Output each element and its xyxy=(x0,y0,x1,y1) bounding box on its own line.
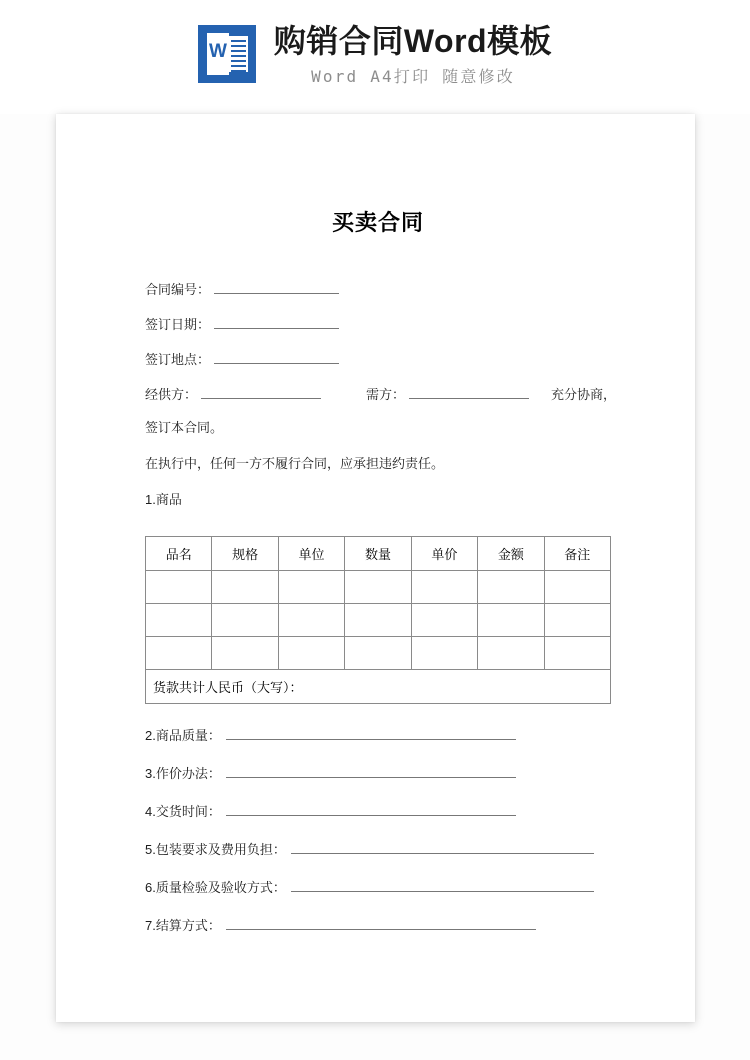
goods-table-cell[interactable] xyxy=(411,637,477,670)
promo-text-block xyxy=(274,22,552,87)
field-goods-quality-input[interactable] xyxy=(226,726,516,740)
parties-continuation-text: 签订本合同。 xyxy=(145,420,224,435)
field-buyer-label: 需方： xyxy=(366,387,406,402)
promo-header-banner xyxy=(0,0,750,114)
document-title: 买卖合同 xyxy=(331,210,424,235)
goods-table-header-cell: 备注 xyxy=(544,537,610,571)
promo-title: 购销合同Word模板 xyxy=(273,23,553,59)
table-row xyxy=(146,604,611,637)
goods-table-cell[interactable] xyxy=(544,571,610,604)
goods-table-header-cell: 单位 xyxy=(278,537,344,571)
field-contract-number-label: 合同编号： xyxy=(145,282,211,297)
goods-table xyxy=(145,536,611,704)
table-row xyxy=(146,637,611,670)
field-quality-inspection-label: 6.质量检验及验收方式： xyxy=(145,880,286,895)
field-sign-place-label: 签订地点： xyxy=(145,352,211,367)
field-delivery-time xyxy=(145,802,611,820)
field-parties-row xyxy=(145,385,617,403)
field-packaging-requirements-input[interactable] xyxy=(291,840,594,854)
goods-table-cell[interactable] xyxy=(278,637,344,670)
table-row xyxy=(146,571,611,604)
goods-table-cell[interactable] xyxy=(544,637,610,670)
goods-table-total-label[interactable]: 货款共计人民币（大写）： xyxy=(146,670,611,704)
goods-table-cell[interactable] xyxy=(345,604,411,637)
promo-header-content xyxy=(198,22,552,87)
field-sign-place xyxy=(145,350,611,368)
goods-table-header-cell: 金额 xyxy=(478,537,544,571)
goods-table-cell[interactable] xyxy=(544,604,610,637)
document-page xyxy=(56,114,695,1022)
field-sign-date-input[interactable] xyxy=(214,315,339,329)
goods-table-cell[interactable] xyxy=(278,571,344,604)
field-settlement-method xyxy=(145,916,611,934)
document-content xyxy=(145,114,617,1022)
field-sign-date-label: 签订日期： xyxy=(145,317,211,332)
word-icon-page xyxy=(207,33,229,75)
word-icon-text-lines xyxy=(229,36,248,72)
goods-table-cell[interactable] xyxy=(212,637,278,670)
field-buyer-input[interactable] xyxy=(409,385,529,399)
field-settlement-method-input[interactable] xyxy=(226,916,536,930)
goods-table-cell[interactable] xyxy=(411,604,477,637)
goods-table-header-cell: 数量 xyxy=(345,537,411,571)
field-pricing-method-label: 3.作价办法： xyxy=(145,766,221,781)
field-goods-quality xyxy=(145,726,611,744)
field-supplier-label: 经供方： xyxy=(145,387,198,402)
word-icon-letter: W xyxy=(208,41,227,62)
goods-table-header-cell: 单价 xyxy=(411,537,477,571)
breach-clause-text: 在执行中，任何一方不履行合同，应承担违约责任。 xyxy=(145,456,445,471)
field-delivery-time-label: 4.交货时间： xyxy=(145,804,221,819)
goods-table-cell[interactable] xyxy=(278,604,344,637)
field-supplier-input[interactable] xyxy=(201,385,321,399)
field-delivery-time-input[interactable] xyxy=(226,802,516,816)
field-pricing-method xyxy=(145,764,611,782)
goods-table-header-cell: 品名 xyxy=(146,537,212,571)
field-quality-inspection xyxy=(145,878,611,896)
goods-table-cell[interactable] xyxy=(146,637,212,670)
word-document-icon xyxy=(198,25,256,83)
field-contract-number xyxy=(145,280,611,298)
field-sign-place-input[interactable] xyxy=(214,350,339,364)
goods-table-cell[interactable] xyxy=(212,571,278,604)
field-sign-date xyxy=(145,315,611,333)
goods-table-cell[interactable] xyxy=(146,571,212,604)
goods-table-cell[interactable] xyxy=(478,637,544,670)
goods-table-cell[interactable] xyxy=(345,571,411,604)
field-pricing-method-input[interactable] xyxy=(226,764,516,778)
field-settlement-method-label: 7.结算方式： xyxy=(145,918,221,933)
field-quality-inspection-input[interactable] xyxy=(291,878,594,892)
parties-tail-text: 充分协商， xyxy=(551,387,617,402)
field-packaging-requirements-label: 5.包装要求及费用负担： xyxy=(145,842,286,857)
goods-table-cell[interactable] xyxy=(146,604,212,637)
goods-table-cell[interactable] xyxy=(478,571,544,604)
goods-table-cell[interactable] xyxy=(411,571,477,604)
promo-subtitle: Word A4打印 随意修改 xyxy=(311,67,515,86)
goods-table-cell[interactable] xyxy=(478,604,544,637)
goods-table-cell[interactable] xyxy=(212,604,278,637)
field-packaging-requirements xyxy=(145,840,611,858)
goods-table-header-row xyxy=(146,537,611,571)
section-item-1-goods: 1.商品 xyxy=(145,492,182,507)
field-contract-number-input[interactable] xyxy=(214,280,339,294)
field-goods-quality-label: 2.商品质量： xyxy=(145,728,221,743)
goods-table-total-row xyxy=(146,670,611,704)
goods-table-header-cell: 规格 xyxy=(212,537,278,571)
goods-table-cell[interactable] xyxy=(345,637,411,670)
